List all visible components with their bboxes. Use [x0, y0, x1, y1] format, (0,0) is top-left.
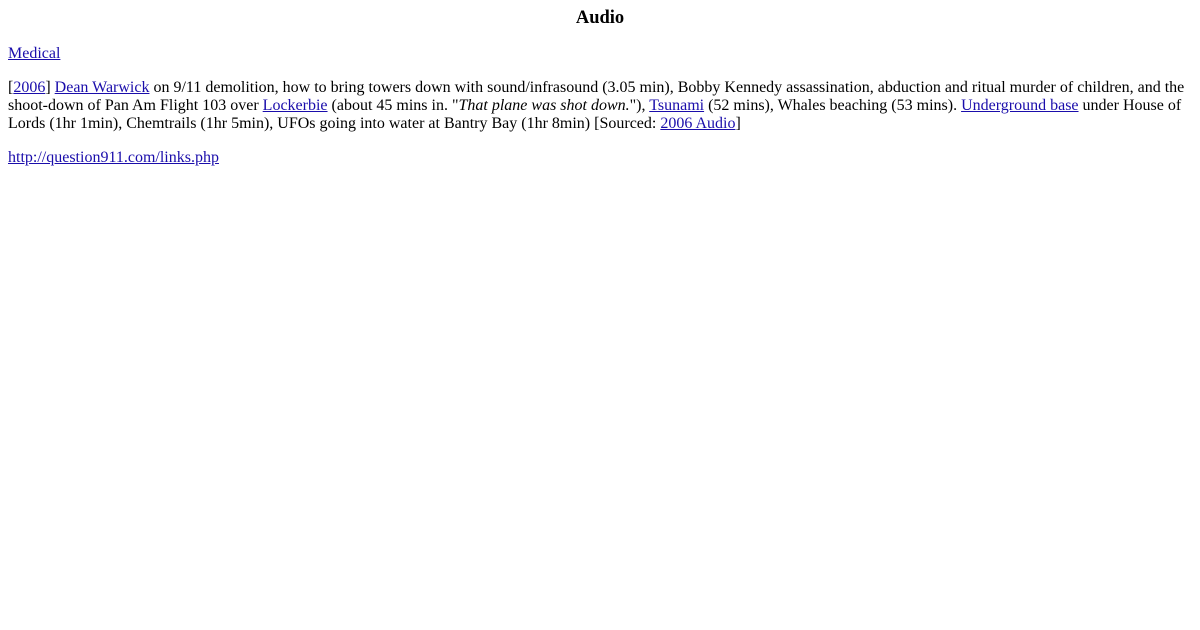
- question911-links-url[interactable]: http://question911.com/links.php: [8, 149, 219, 166]
- bracket-open: [: [8, 79, 14, 96]
- entry-text-6: ]: [735, 115, 741, 132]
- entry-text-5: under House of Lords (1hr 1min), Chemtrails (1hr 5min), UFOs going into water at Bantry Bay (1hr 8min) [Sourced:: [8, 97, 1182, 132]
- entry-text-4: (52 mins), Whales beaching (53 mins).: [704, 97, 962, 114]
- entry-paragraph: [8, 79, 1192, 133]
- bracket-close: ]: [45, 79, 51, 96]
- entry-text-2: (about 45 mins in. ": [327, 97, 459, 114]
- year-2006-link[interactable]: 2006: [13, 79, 46, 96]
- entry-text-3: "),: [629, 97, 650, 114]
- dean-warwick-link[interactable]: Dean Warwick: [54, 79, 150, 96]
- quote-text: That plane was shot down.: [458, 97, 630, 114]
- source-audio-link[interactable]: 2006 Audio: [660, 115, 736, 132]
- page-content: [0, 0, 1200, 167]
- url-paragraph: [8, 149, 1192, 167]
- page-title: Audio: [575, 8, 625, 28]
- lockerbie-link[interactable]: Lockerbie: [262, 97, 328, 114]
- medical-link[interactable]: Medical: [8, 45, 61, 62]
- medical-paragraph: [8, 45, 1192, 63]
- entry-text-1: on 9/11 demolition, how to bring towers down with sound/infrasound (3.05 min), Bobby Kennedy assassination, abduction and ritual murder of children, and the shoot-down of Pan Am Flight 103 over: [8, 79, 1185, 114]
- underground-base-link[interactable]: Underground base: [961, 97, 1079, 114]
- tsunami-link[interactable]: Tsunami: [649, 97, 705, 114]
